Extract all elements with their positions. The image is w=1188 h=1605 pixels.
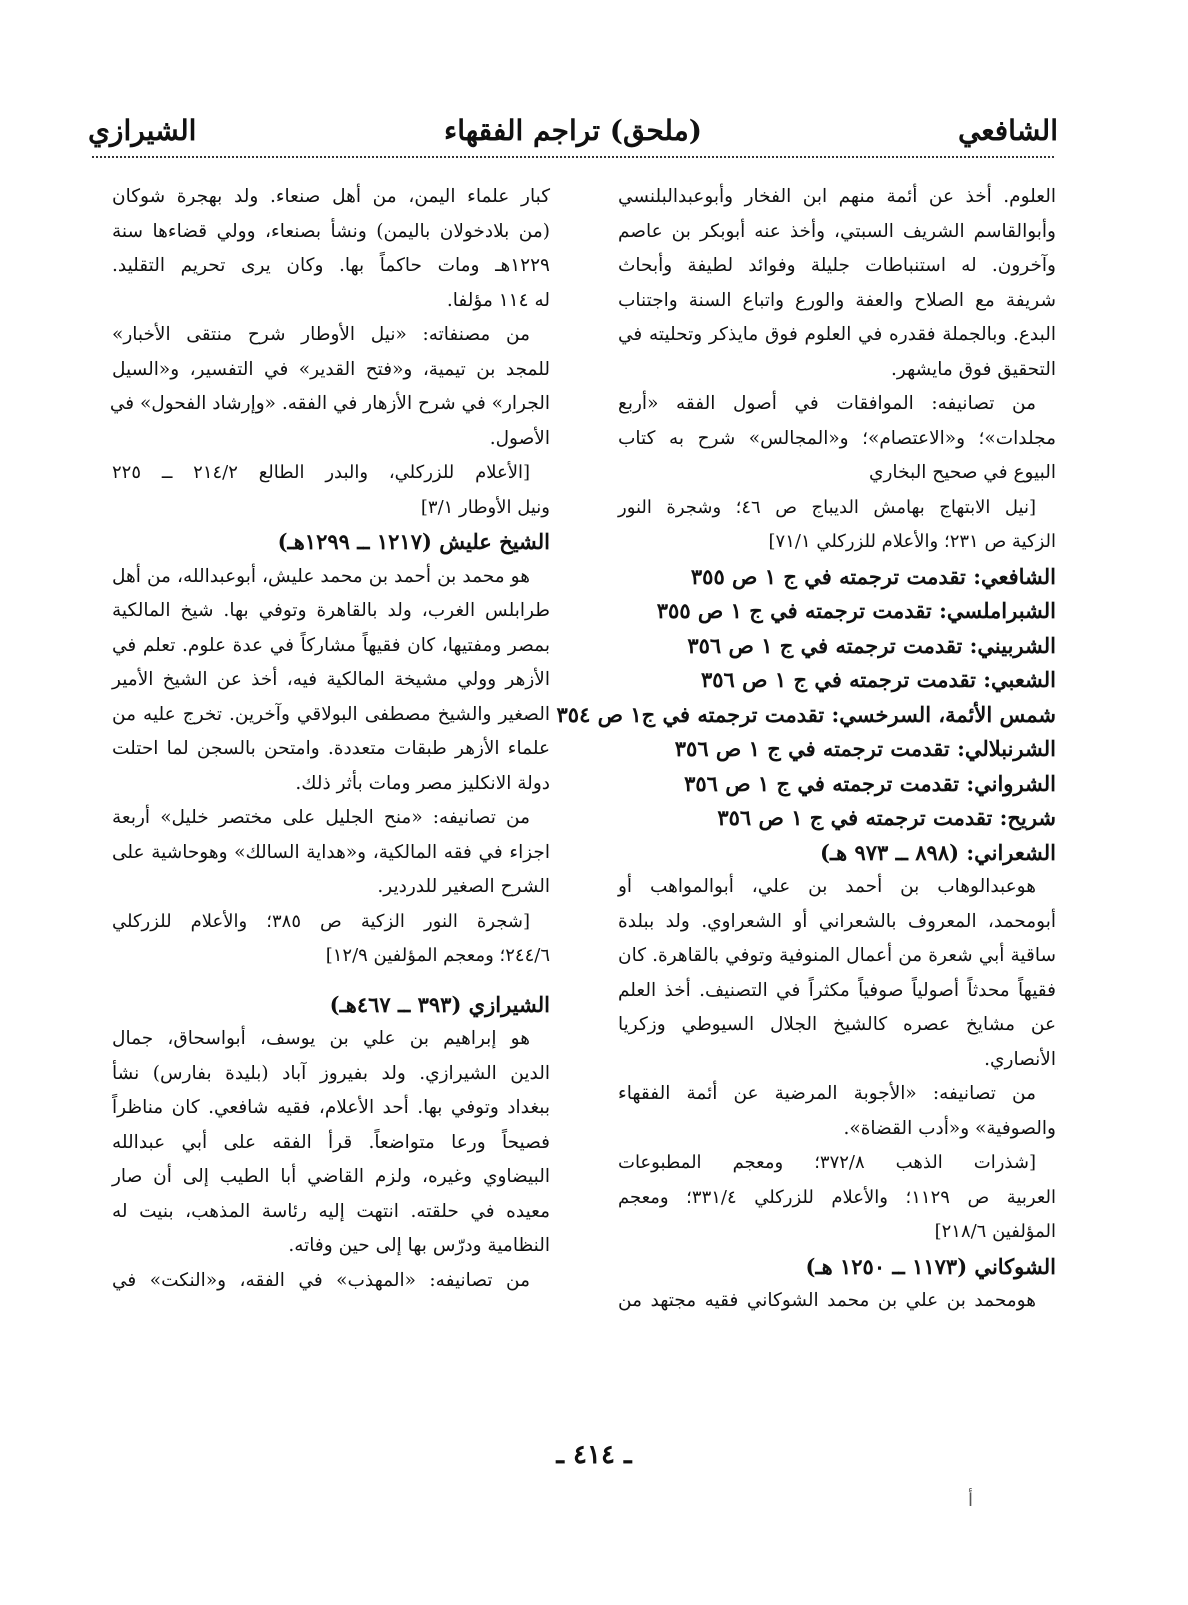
text-line: مجلدات»؛ و«الاعتصام»؛ و«المجالس» شرح به كتاب: [618, 427, 1056, 449]
text-line: [نيل الابتهاج بهامش الديباج ص ٤٦؛ وشجرة النور: [618, 496, 1036, 518]
entry-heading: الشربيني: تقدمت ترجمته في ج ١ ص ٣٥٦: [687, 632, 1056, 658]
text-line: هوعبدالوهاب بن أحمد بن علي، أبوالمواهب أو: [618, 876, 1036, 897]
entry-heading: الشعبي: تقدمت ترجمته في ج ١ ص ٣٥٦: [701, 667, 1056, 692]
text-line: أبومحمد، المعروف بالشعراني أو الشعراوي. ولد ببلدة: [618, 910, 1056, 932]
entry-heading: شمس الأئمة، السرخسي: تقدمت ترجمته في ج١ ص ٣٥٤: [556, 701, 1056, 727]
text-line: كبار علماء اليمن، من أهل صنعاء. ولد بهجرة شوكان: [112, 186, 550, 207]
text-line: (من بلادخولان باليمن) ونشأ بصنعاء، وولي قضاءها سنة: [112, 220, 550, 242]
entry-heading: الشيخ عليش (١٢١٧ ــ ١٢٩٩هـ): [277, 529, 550, 554]
entry-heading: الشيرازي (٣٩٣ ــ ٤٦٧هـ): [329, 991, 550, 1017]
text-line: شريفة مع الصلاح والعفة والورع واتباع السنة واجتناب: [618, 289, 1056, 311]
text-line: النظامية ودرّس بها إلى حين وفاته.: [288, 1235, 550, 1256]
entry-heading: الشعراني: (٨٩٨ ــ ٩٧٣ هـ): [820, 839, 1056, 865]
text-line: فصيحاً ورعا متواضعاً. قرأ الفقه على أبي عبدالله: [112, 1131, 550, 1153]
text-line: البيضاوي وغيره، ولزم القاضي أبا الطيب إلى أن صار: [112, 1166, 550, 1187]
text-line: البدع. وبالجملة فقدره في العلوم فوق مايذكر وتحليته في: [618, 324, 1056, 345]
text-line: والصوفية» و«أدب القضاة».: [843, 1117, 1056, 1139]
text-line: ساقية أبي شعرة من أعمال المنوفية وتوفي بالقاهرة. كان: [618, 945, 1056, 966]
text-line: بمصر ومفتيها، كان فقيهاً مشاركاً في عدة علوم. تعلم في: [112, 634, 550, 656]
entry-heading: الشرواني: تقدمت ترجمته في ج ١ ص ٣٥٦: [684, 770, 1056, 796]
entry-heading: الشافعي: تقدمت ترجمته في ج ١ ص ٣٥٥: [690, 563, 1056, 589]
running-header: [88, 108, 1058, 152]
stray-mark: أ: [968, 1490, 974, 1511]
text-line: الجرار» في شرح الأزهار في الفقه. «وإرشاد الفحول» في: [109, 393, 550, 414]
text-line: الأزهر وولي مشيخة المالكية فيه، أخذ عن الشيخ الأمير: [112, 669, 550, 690]
text-line: علماء الأزهر طبقات متعددة. وامتحن بالسجن لما احتلت: [112, 738, 550, 759]
entry-heading: الشرنبلالي: تقدمت ترجمته في ج ١ ص ٣٥٦: [674, 736, 1056, 761]
text-line: من تصانيفه: «المهذب» في الفقه، و«النكت» في: [112, 1269, 530, 1291]
header-right-entry: الشافعي: [957, 113, 1058, 147]
text-line: [الأعلام للزركلي، والبدر الطالع ٢١٤/٢ ــ ٢٢٥: [112, 462, 530, 483]
text-line: فقيهاً محدثاً أصولياً صوفياً مكثراً في التصنيف. أخذ العلم: [618, 979, 1056, 1001]
text-line: وأبوالقاسم الشريف السبتي، وأخذ عنه أبوبكر بن عاصم: [618, 220, 1056, 242]
text-line: التحقيق فوق مايشهر.: [890, 358, 1056, 380]
text-line: للمجد بن تيمية، و«فتح القدير» في التفسير، و«السيل: [112, 358, 550, 380]
text-line: ونيل الأوطار ٣/١]: [420, 496, 550, 518]
text-line: من تصانيفه: «الأجوبة المرضية عن أئمة الفقهاء: [618, 1083, 1036, 1104]
header-title: (ملحق) تراجم الفقهاء: [444, 113, 702, 147]
entry-heading: الشوكاني (١١٧٣ ــ ١٢٥٠ هـ): [805, 1253, 1056, 1279]
left-column: [109, 180, 550, 1298]
text-line: [شذرات الذهب ٣٧٢/٨؛ ومعجم المطبوعات: [618, 1152, 1036, 1173]
text-line: المؤلفين ٢١٨/٦]: [934, 1221, 1056, 1242]
text-line: البيوع في صحيح البخاري: [869, 462, 1056, 483]
text-line: الصغير والشيخ مصطفى البولاقي وآخرين. تخرج عليه من: [112, 703, 550, 725]
header-dotted-rule: [92, 156, 1054, 158]
text-line: هومحمد بن علي بن محمد الشوكاني فقيه مجتهد من: [618, 1290, 1036, 1311]
text-line: له ١١٤ مؤلفا.: [446, 289, 550, 311]
header-left-entry: الشيرازي: [88, 113, 197, 147]
entry-heading: الشبراملسي: تقدمت ترجمته في ج ١ ص ٣٥٥: [656, 598, 1056, 623]
text-line: من تصانيفه: الموافقات في أصول الفقه «أربع: [618, 393, 1036, 414]
text-line: طرابلس الغرب، ولد بالقاهرة وتوفي بها. شيخ المالكية: [112, 600, 550, 621]
text-line: العلوم. أخذ عن أئمة منهم ابن الفخار وأبوعبدالبلنسي: [618, 186, 1056, 207]
paragraph-gap: [112, 974, 550, 988]
text-line: من مصنفاته: «نيل الأوطار شرح منتقى الأخبار»: [112, 324, 530, 345]
text-line: الشرح الصغير للدردير.: [377, 876, 550, 897]
text-line: الأنصاري.: [984, 1048, 1056, 1070]
text-line: هو إبراهيم بن علي بن يوسف، أبواسحاق، جمال: [112, 1028, 530, 1049]
text-line: العربية ص ١١٢٩؛ والأعلام للزركلي ٣٣١/٤؛ ومعجم: [618, 1186, 1056, 1208]
page-number: ـ ٤١٤ ـ: [556, 1440, 632, 1470]
text-line: ببغداد وتوفي بها. أحد الأعلام، فقيه شافعي. كان مناظراً: [112, 1097, 550, 1118]
text-line: ١٢٢٩هـ ومات حاكماً بها. وكان يرى تحريم التقليد.: [112, 255, 550, 276]
text-line: الأصول.: [489, 427, 550, 449]
text-line: من تصانيفه: «منح الجليل على مختصر خليل» أربعة: [112, 807, 530, 828]
text-line: دولة الانكليز مصر ومات بأثر ذلك.: [295, 772, 550, 794]
text-line: عن مشايخ عصره كالشيخ الجلال السيوطي وزكريا: [618, 1014, 1056, 1035]
text-line: وآخرون. له استنباطات جليلة وفوائد لطيفة وأبحاث: [618, 255, 1056, 276]
text-line: معيده في حلقته. انتهت إليه رئاسة المذهب، بنيت له: [112, 1200, 550, 1222]
text-line: ٢٤٤/٦؛ ومعجم المؤلفين ١٢/٩]: [325, 945, 550, 966]
right-column: [556, 180, 1056, 1319]
text-line: الزكية ص ٢٣١؛ والأعلام للزركلي ٧١/١]: [768, 531, 1056, 552]
text-line: الدين الشيرازي. ولد بفيروز آباد (بليدة بفارس) نشأ: [112, 1062, 550, 1084]
text-line: هو محمد بن أحمد بن محمد عليش، أبوعبدالله، من أهل: [112, 565, 530, 587]
text-line: اجزاء في فقه المالكية، و«هداية السالك» وهوحاشية على: [112, 841, 550, 863]
text-line: [شجرة النور الزكية ص ٣٨٥؛ والأعلام للزركلي: [112, 910, 530, 932]
entry-heading: شريح: تقدمت ترجمته في ج ١ ص ٣٥٦: [717, 805, 1056, 830]
